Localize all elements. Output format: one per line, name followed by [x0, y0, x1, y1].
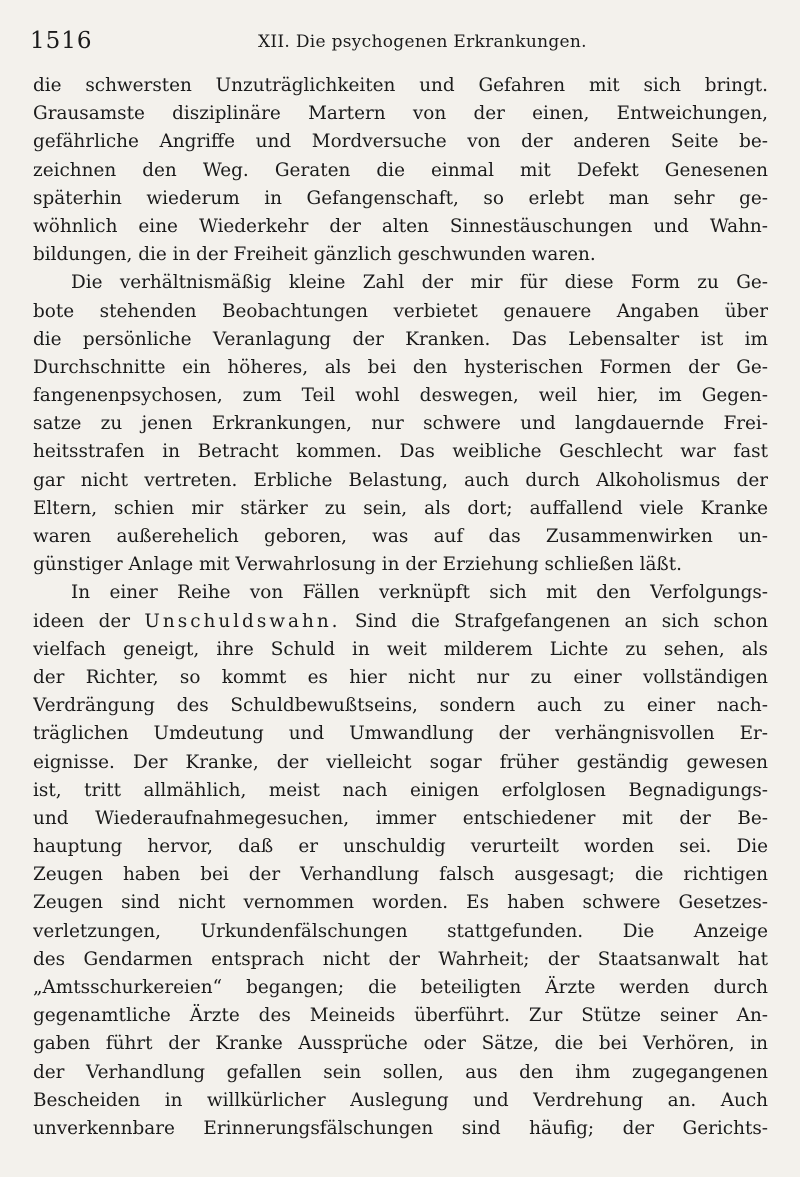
spaced-term: Unschuldswahn. [144, 610, 341, 632]
running-head: XII. Die psychogenen Erkrankungen. [258, 32, 587, 52]
text-line: waren außerehelich geboren, was auf das Zusammenwirken un- [33, 526, 768, 547]
text-line: gegenamtliche Ärzte des Meineids überführt. Zur Stütze seiner An- [33, 1005, 768, 1027]
text-line: der Richter, so kommt es hier nicht nur zu einer vollständigen [33, 666, 768, 688]
text-line: gar nicht vertreten. Erbliche Belastung, auch durch Alkoholismus der [33, 469, 768, 491]
text-line: Zeugen haben bei der Verhandlung falsch ausgesagt; die richtigen [33, 864, 768, 886]
text-line: bildungen, die in der Freiheit gänzlich geschwunden waren. [33, 244, 596, 266]
text-line: der Verhandlung gefallen sein sollen, aus den ihm zugegangenen [33, 1061, 768, 1083]
text-line: Die verhältnismäßig kleine Zahl der mir für diese Form zu Ge- [71, 272, 768, 294]
text-line: hauptung hervor, daß er unschuldig verurteilt worden sei. Die [33, 836, 768, 858]
text-line: ist, tritt allmählich, meist nach einigen erfolglosen Begnadigungs- [33, 779, 768, 801]
text-line: fangenenpsychosen, zum Teil wohl deswegen, weil hier, im Gegen- [33, 385, 768, 407]
text-line: vielfach geneigt, ihre Schuld in weit milderem Lichte zu sehen, als [33, 638, 768, 660]
text-line: träglichen Umdeutung und Umwandlung der verhängnisvollen Er- [33, 723, 768, 745]
text-line: Bescheiden in willkürlicher Auslegung und Verdrehung an. Auch [33, 1089, 768, 1111]
text-line: eignisse. Der Kranke, der vielleicht sogar früher geständig gewesen [33, 751, 768, 773]
text-line: unverkennbare Erinnerungsfälschungen sind häufig; der Gerichts- [33, 1117, 768, 1139]
page-number: 1516 [30, 28, 93, 54]
text-line: Eltern, schien mir stärker zu sein, als dort; auffallend viele Kranke [33, 497, 768, 519]
text-line: satze zu jenen Erkrankungen, nur schwere und langdauernde Frei- [33, 413, 768, 435]
text-line: In einer Reihe von Fällen verknüpft sich mit den Verfolgungs- [71, 582, 768, 604]
text-line: Zeugen sind nicht vernommen worden. Es haben schwere Gesetzes- [33, 892, 768, 914]
text-line: heitsstrafen in Betracht kommen. Das weibliche Geschlecht war fast [33, 441, 768, 463]
text-line: gaben führt der Kranke Aussprüche oder Sätze, die bei Verhören, in [33, 1033, 768, 1055]
text-line: späterhin wiederum in Gefangenschaft, so erlebt man sehr ge- [33, 187, 768, 209]
text-line: des Gendarmen entsprach nicht der Wahrheit; der Staatsanwalt hat [33, 948, 768, 970]
text-line: und Wiederaufnahmegesuchen, immer entschiedener mit der Be- [33, 807, 768, 829]
text-line: gefährliche Angriffe und Mordversuche von der anderen Seite be- [33, 131, 768, 153]
text-line: Grausamste disziplinäre Martern von der einen, Entweichungen, [33, 103, 768, 125]
text-line: zeichnen den Weg. Geraten die einmal mit Defekt Genesenen [33, 159, 768, 181]
text-line: „Amtsschurkereien“ begangen; die beteiligten Ärzte werden durch [33, 977, 768, 998]
text-line: die schwersten Unzuträglichkeiten und Gefahren mit sich bringt. [33, 75, 768, 96]
text-segment: ideen der [33, 610, 131, 632]
text-line: verletzungen, Urkundenfälschungen stattgefunden. Die Anzeige [33, 920, 768, 942]
text-line: Verdrängung des Schuldbewußtseins, sondern auch zu einer nach- [33, 695, 768, 717]
body-text [33, 72, 768, 1143]
text-line: die persönliche Veranlagung der Kranken. Das Lebensalter ist im [33, 328, 768, 350]
page-header [30, 28, 764, 58]
text-line: günstiger Anlage mit Verwahrlosung in der Erziehung schließen läßt. [33, 554, 682, 576]
text-segment: Sind die Strafgefangenen an sich schon [354, 610, 768, 632]
text-line: bote stehenden Beobachtungen verbietet genauere Angaben über [33, 300, 768, 322]
text-line [33, 608, 768, 636]
text-line: Durchschnitte ein höheres, als bei den hysterischen Formen der Ge- [33, 356, 768, 378]
text-line: wöhnlich eine Wiederkehr der alten Sinnestäuschungen und Wahn- [33, 215, 768, 237]
